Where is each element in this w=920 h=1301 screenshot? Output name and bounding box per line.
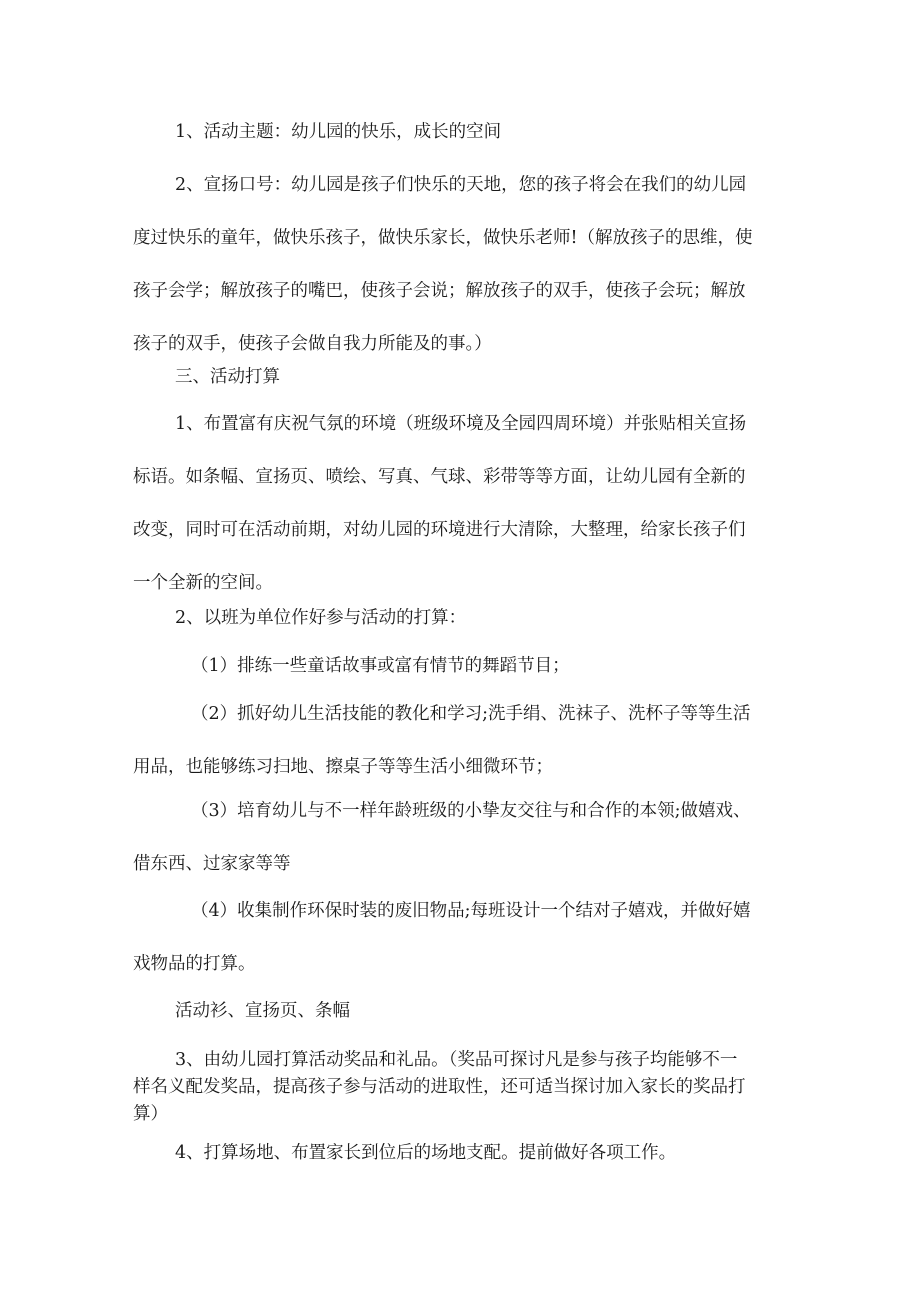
text-line: 借东西、过家家等等: [133, 854, 291, 874]
text-line: 3、由幼儿园打算活动奖品和礼品。（奖品可探讨凡是参与孩子均能够不一: [175, 1050, 738, 1070]
paragraph-class-prep: [133, 610, 835, 627]
text-line: 1、布置富有庆祝气氛的环境（班级环境及全园四周环境）并张贴相关宣扬: [175, 414, 747, 434]
list-item-1: [133, 658, 851, 675]
paragraph-venue: [133, 1145, 835, 1162]
text-line: 标语。如条幅、宣扬页、喷绘、写真、气球、彩带等等方面，让幼儿园有全新的: [133, 467, 746, 487]
list-item-3: [133, 803, 851, 873]
text-line: （3）培育幼儿与不一样年龄班级的小挚友交往与和合作的本领;做嬉戏、: [191, 801, 751, 821]
section-heading-plan: [133, 369, 835, 386]
text-line: 孩子的双手，使孩子会做自我力所能及的事。）: [133, 334, 492, 354]
text-line: 样名义配发奖品，提高孩子参与活动的进取性，还可适当探讨加入家长的奖品打: [133, 1077, 746, 1097]
text-line: 用品，也能够练习扫地、擦桌子等等生活小细微环节；: [133, 757, 553, 777]
text-line: 孩子会学；解放孩子的嘴巴，使孩子会说；解放孩子的双手，使孩子会玩；解放: [133, 281, 746, 301]
paragraph-prizes: [133, 1052, 835, 1123]
text-line: （4）收集制作环保时装的废旧物品;每班设计一个结对子嬉戏，并做好嬉: [191, 901, 751, 921]
paragraph-environment: [133, 416, 835, 592]
paragraph-materials: [133, 1003, 835, 1020]
text-line: 改变，同时可在活动前期，对幼儿园的环境进行大清除，大整理，给家长孩子们: [133, 520, 746, 540]
text-line: （2）抓好幼儿生活技能的教化和学习;洗手绢、洗袜子、洗杯子等等生活: [191, 704, 751, 724]
list-item-2: [133, 706, 851, 776]
text-line: 2、宣扬口号：幼儿园是孩子们快乐的天地，您的孩子将会在我们的幼儿园: [175, 175, 747, 195]
text-line: 三、活动打算: [175, 367, 280, 387]
list-item-4: [133, 903, 851, 973]
text-line: 戏物品的打算。: [133, 954, 256, 974]
text-line: 一个全新的空间。: [133, 573, 273, 593]
text-line: 算）: [133, 1104, 168, 1124]
text-line: 2、以班为单位作好参与活动的打算：: [175, 608, 467, 628]
text-line: （1）排练一些童话故事或富有情节的舞蹈节目；: [191, 656, 570, 676]
paragraph-slogan: [133, 177, 835, 353]
text-line: 活动衫、宣扬页、条幅: [175, 1001, 350, 1021]
text-line: 度过快乐的童年，做快乐孩子，做快乐家长，做快乐老师!（解放孩子的思维，使: [133, 228, 753, 248]
text-line: 1、活动主题：幼儿园的快乐，成长的空间: [175, 122, 502, 142]
text-line: 4、打算场地、布置家长到位后的场地支配。提前做好各项工作。: [175, 1143, 677, 1163]
paragraph-activity-theme: [133, 124, 835, 141]
